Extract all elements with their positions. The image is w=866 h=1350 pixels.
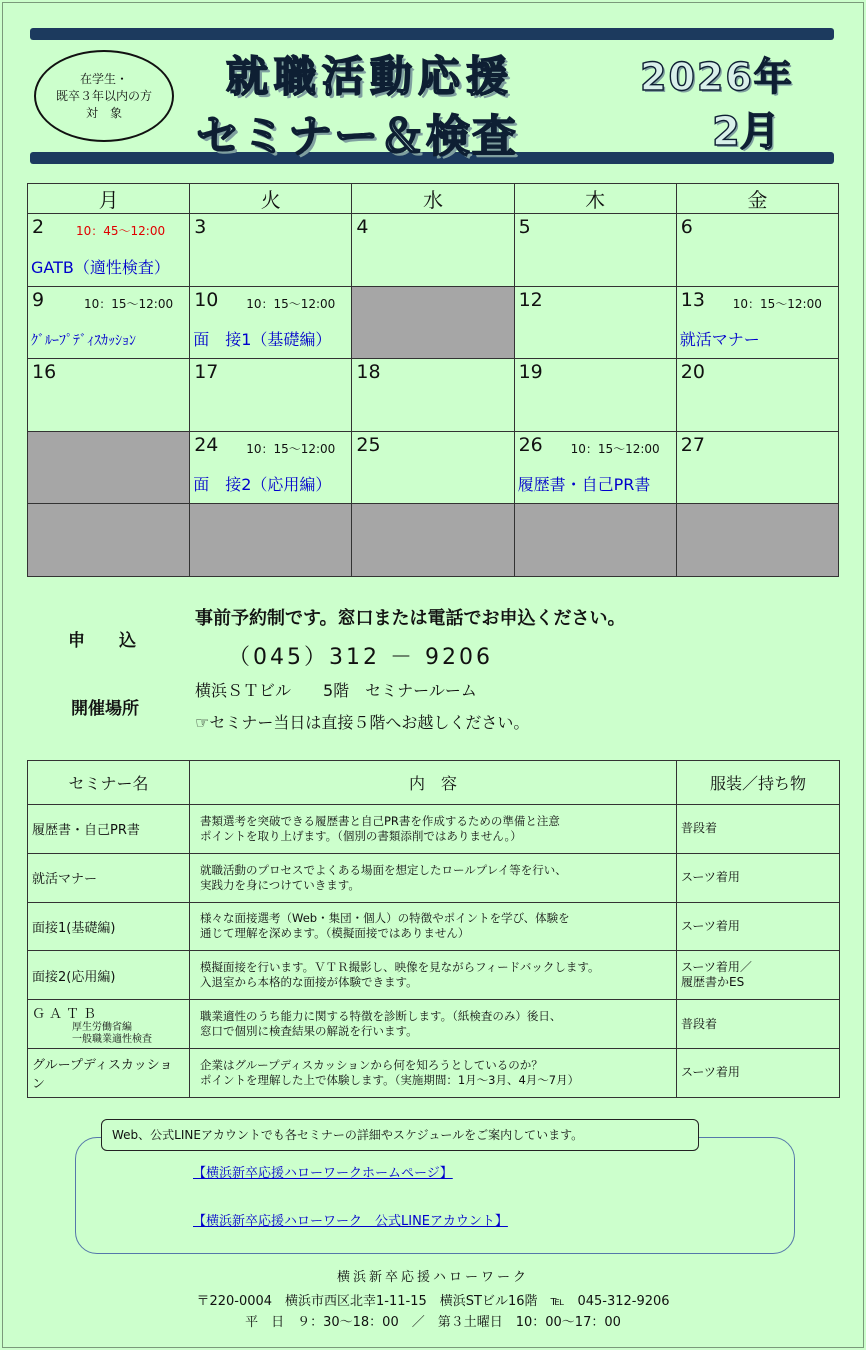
day-number: 10 — [194, 288, 219, 311]
calendar-week-row — [28, 214, 839, 287]
calendar-day-cell — [190, 214, 352, 287]
calendar-day-cell — [352, 214, 514, 287]
seminar-dress-cell — [677, 853, 840, 902]
seminar-header: セミナー名 — [28, 761, 190, 805]
calendar-day-cell — [514, 431, 676, 504]
seminar-name: ＧＡＴＢ — [32, 1006, 101, 1022]
seminar-dress-cell — [677, 902, 840, 951]
homepage-link[interactable]: 【横浜新卒応援ハローワークホームページ】 — [193, 1166, 453, 1181]
venue-note — [195, 710, 529, 733]
calendar-closed-cell — [676, 504, 838, 577]
web-info-header: Web、公式LINEアカウントでも各セミナーの詳細やスケジュールをご案内しています。 — [101, 1119, 699, 1151]
seminar-desc-line: ポイントを取り上げます。（個別の書類添削ではありません。） — [200, 828, 522, 843]
seminar-dress-line: 履歴書かES — [681, 975, 745, 990]
event-name: GATB（適性検査） — [31, 257, 170, 277]
calendar-day-cell — [28, 214, 190, 287]
seminar-name-sub: 厚生労働省編 — [72, 1021, 132, 1033]
calendar-day-cell — [676, 214, 838, 287]
calendar-day-cell — [352, 431, 514, 504]
apply-text: 事前予約制です。窓口または電話でお申込ください。 — [195, 608, 626, 629]
seminar-name-sub: 一般職業適性検査 — [72, 1033, 152, 1045]
seminar-desc-line: 企業はグループディスカッションから何を知ろうとしているのか？ — [200, 1057, 543, 1072]
event-time: 10：15～12:00 — [570, 441, 660, 456]
seminar-row — [28, 853, 840, 902]
weekday-header: 水 — [352, 184, 514, 214]
calendar-day-cell — [352, 359, 514, 432]
event-name: 就活マナー — [679, 330, 760, 350]
calendar-day-cell — [514, 359, 676, 432]
calendar-day-cell — [676, 286, 838, 359]
calendar-week-row — [28, 286, 839, 359]
calendar-closed-cell — [28, 431, 190, 504]
seminar-desc-line: 就職活動のプロセスでよくある場面を想定したロールプレイ等を行い、 — [200, 862, 567, 877]
day-number: 25 — [356, 433, 381, 456]
event-time: 10：15～12:00 — [732, 296, 822, 311]
seminar-name: 履歴書・自己PR書 — [32, 823, 140, 839]
seminar-desc-line: 実践力を身につけていきます。 — [200, 877, 360, 892]
event-name: 履歴書・自己PR書 — [517, 475, 651, 495]
calendar-table — [27, 183, 839, 577]
day-number: 16 — [32, 361, 57, 384]
seminar-header: 内 容 — [190, 761, 677, 805]
day-number: 3 — [194, 216, 207, 238]
seminar-table — [27, 760, 840, 1098]
seminar-name-cell — [28, 1000, 190, 1049]
seminar-row — [28, 1048, 840, 1097]
seminar-dress-line: スーツ着用 — [681, 1065, 740, 1080]
event-name: ｸﾞﾙｰﾌﾟﾃﾞｨｽｶｯｼｮﾝ — [31, 333, 136, 350]
day-number: 20 — [680, 361, 705, 384]
calendar-day-cell — [28, 359, 190, 432]
year: 2026年 — [640, 55, 794, 99]
seminar-name: 面接2(応用編) — [32, 969, 116, 985]
seminar-desc-line: 入退室から本格的な面接が体験できます。 — [200, 975, 418, 990]
day-number: 4 — [356, 216, 369, 238]
weekday-header: 木 — [514, 184, 676, 214]
calendar-week-row — [28, 431, 839, 504]
seminar-desc-line: 窓口で個別に検査結果の解説を行います。 — [200, 1024, 418, 1039]
seminar-row — [28, 902, 840, 951]
seminar-dress-cell — [677, 951, 840, 1000]
apply-label: 申 込 — [68, 631, 136, 651]
seminar-desc-cell — [190, 1048, 677, 1097]
calendar-body — [28, 214, 839, 577]
calendar-day-cell — [676, 431, 838, 504]
calendar-closed-cell — [352, 286, 514, 359]
day-number: 27 — [680, 433, 705, 456]
seminar-row — [28, 1000, 840, 1049]
calendar-day-cell — [514, 286, 676, 359]
seminar-dress-line: スーツ着用／ — [681, 960, 752, 975]
event-time: 10：15～12:00 — [246, 296, 336, 311]
venue-label: 開催場所 — [71, 699, 139, 719]
web-links-box — [75, 1137, 795, 1254]
day-number: 18 — [356, 361, 381, 384]
seminar-name: 面接1(基礎編) — [32, 920, 116, 936]
venue-text: 横浜ＳＴビル 5階 セミナールーム — [195, 681, 477, 700]
day-number: 13 — [680, 288, 705, 311]
event-time: 10：15～12:00 — [246, 441, 336, 456]
weekday-row — [28, 184, 839, 214]
day-number: 2 — [32, 216, 45, 238]
phone-number: （045）312 － 9206 — [228, 645, 493, 670]
seminar-name-cell — [28, 853, 190, 902]
seminar-desc-cell — [190, 805, 677, 854]
seminar-body — [28, 805, 840, 1098]
seminar-dress-cell — [677, 1000, 840, 1049]
seminar-row — [28, 951, 840, 1000]
day-number: 24 — [194, 433, 219, 456]
calendar-closed-cell — [352, 504, 514, 577]
calendar-closed-cell — [190, 504, 352, 577]
footer-address: 〒220-0004 横浜市西区北幸1-11-15 横浜STビル16階 ℡ 045-312-9206 — [196, 1294, 670, 1309]
seminar-name-cell — [28, 1048, 190, 1097]
pointing-hand-icon: ☞ — [195, 713, 210, 732]
seminar-desc-line: 通じて理解を深めます。（模擬面接ではありません） — [200, 926, 470, 941]
seminar-desc-line: 職業適性のうち能力に関する特徴を診断します。（紙検査のみ）後日、 — [200, 1009, 562, 1024]
title-line2: セミナー＆検査 — [196, 111, 518, 162]
event-name: 面 接1（基礎編） — [193, 330, 332, 350]
day-number: 9 — [32, 288, 45, 311]
target-audience-oval — [34, 50, 174, 142]
weekday-header: 金 — [676, 184, 838, 214]
seminar-header-row — [28, 761, 840, 805]
target-line: 対 象 — [85, 105, 122, 120]
seminar-dress-cell — [677, 1048, 840, 1097]
seminar-row — [28, 805, 840, 854]
calendar-day-cell — [190, 286, 352, 359]
day-number: 12 — [518, 288, 543, 311]
title-line1: 就職活動応援 — [226, 52, 515, 101]
event-time: 10：15～12:00 — [84, 296, 174, 311]
day-number: 6 — [680, 216, 693, 238]
seminar-desc-line: ポイントを理解した上で体験します。（実施期間：1月～3月、4月～7月） — [200, 1072, 580, 1087]
event-name: 面 接2（応用編） — [193, 475, 332, 495]
weekday-header: 火 — [190, 184, 352, 214]
seminar-dress-line: 普段着 — [681, 821, 718, 836]
day-number: 26 — [518, 433, 543, 456]
target-line: 在学生・ — [79, 71, 128, 86]
seminar-desc-cell — [190, 853, 677, 902]
calendar-closed-cell — [514, 504, 676, 577]
header-bar-top — [30, 28, 834, 40]
day-number: 17 — [194, 361, 219, 384]
month: 2月 — [712, 109, 780, 155]
weekday-header: 月 — [28, 184, 190, 214]
calendar-day-cell — [514, 214, 676, 287]
calendar-week-row — [28, 504, 839, 577]
seminar-header: 服装／持ち物 — [677, 761, 840, 805]
seminar-name-cell — [28, 805, 190, 854]
seminar-desc-cell — [190, 902, 677, 951]
seminar-desc-cell — [190, 1000, 677, 1049]
calendar-week-row — [28, 359, 839, 432]
day-number: 5 — [518, 216, 531, 238]
seminar-name-cell — [28, 902, 190, 951]
event-time: 10：45～12:00 — [76, 224, 166, 238]
target-line: 既卒３年以内の方 — [55, 88, 152, 103]
calendar-day-cell — [28, 286, 190, 359]
day-number: 19 — [518, 361, 543, 384]
seminar-desc-line: 模擬面接を行います。ＶＴＲ撮影し、映像を見ながらフィードバックします。 — [200, 960, 600, 975]
seminar-desc-line: 様々な面接選考（Web・集団・個人）の特徴やポイントを学び、体験を — [200, 911, 570, 926]
venue-note-text: セミナー当日は直接５階へお越しください。 — [209, 713, 530, 732]
seminar-name: 就活マナー — [32, 872, 98, 888]
seminar-name-cell — [28, 951, 190, 1000]
seminar-dress-line: 普段着 — [681, 1016, 718, 1031]
calendar-closed-cell — [28, 504, 190, 577]
seminar-dress-cell — [677, 805, 840, 854]
calendar-day-cell — [190, 359, 352, 432]
seminar-desc-cell — [190, 951, 677, 1000]
seminar-dress-line: スーツ着用 — [681, 918, 740, 933]
footer-org: 横浜新卒応援ハローワーク — [336, 1270, 529, 1285]
line-account-link[interactable]: 【横浜新卒応援ハローワーク 公式LINEアカウント】 — [193, 1214, 508, 1229]
calendar-day-cell — [676, 359, 838, 432]
calendar-day-cell — [190, 431, 352, 504]
footer-hours: 平 日 ９：30～18：00 ／ 第３土曜日 10：00～17：00 — [245, 1315, 621, 1330]
seminar-dress-line: スーツ着用 — [681, 870, 740, 885]
seminar-desc-line: 書類選考を突破できる履歴書と自己PR書を作成するための準備と注意 — [200, 813, 560, 828]
seminar-name: グループディスカッション — [32, 1057, 173, 1092]
